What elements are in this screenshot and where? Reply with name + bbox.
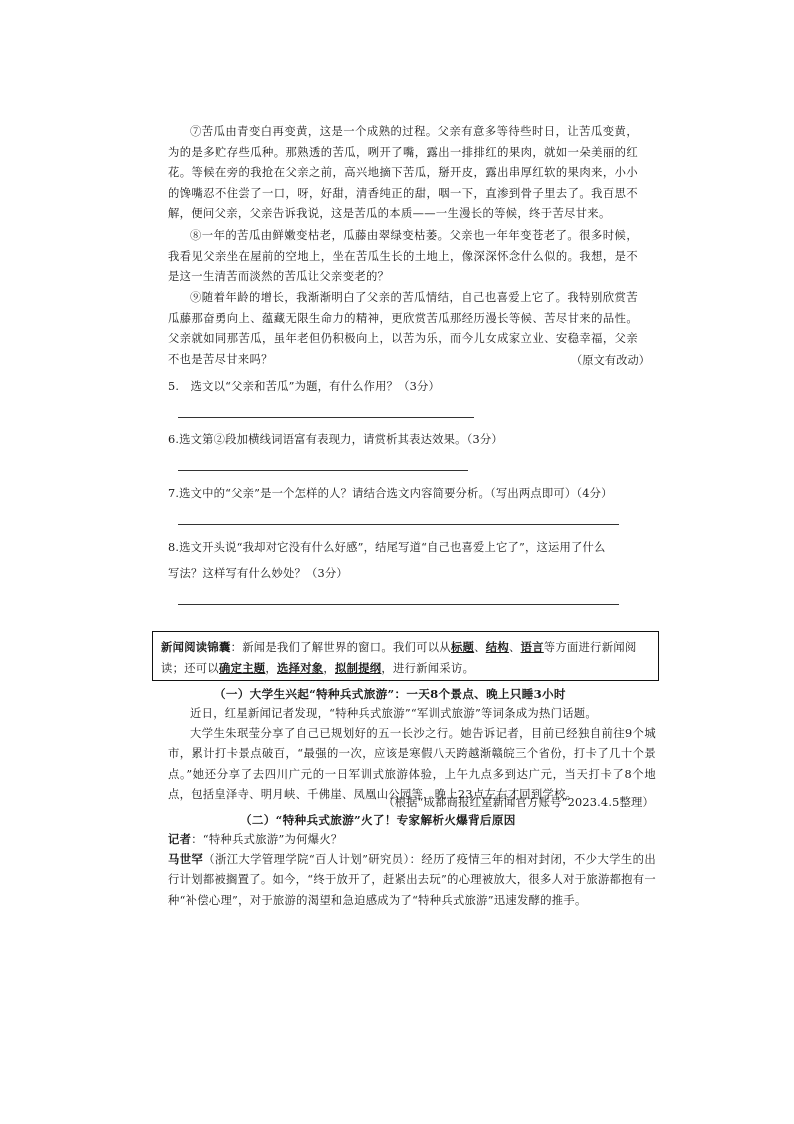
tip-keyword-title: 标题: [450, 640, 475, 654]
story-paragraph-7: ⑦苦瓜由青变白再变黄，这是一个成熟的过程。父亲有意多等待些时日，让苦瓜变黄，为的是多贮存些瓜种。那熟透的苦瓜，咧开了嘴，露出一排排红的果肉，就如一朵美丽的红花。等候在旁的我抢在父亲之前，高兴地摘下苦瓜，掰开皮，露出串厚红软的果肉来，小小的馋嘴忍不住尝了一口，呀，好甜，清香纯正的甜，咽一下，直渗到骨子里去了。我百思不解，便问父亲，父亲告诉我说，这是苦瓜的本质——一生漫长的等候，终于苦尽甘来。: [168, 125, 638, 221]
tip-separator: 、: [474, 641, 486, 654]
news-reading-tip-box: [152, 631, 659, 681]
story-paragraph-8: ⑧一年的苦瓜由鲜嫩变枯老，瓜藤由翠绿变枯萎。父亲也一年年变苍老了。很多时候，我看见父亲坐在屋前的空地上，坐在苦瓜生长的土地上，像深深怀念什么似的。我想，是不是这一生清苦而淡然的苦瓜让父亲变老的？: [168, 229, 638, 284]
tip-separator: ，: [265, 662, 277, 675]
answer-line-6[interactable]: [178, 470, 468, 471]
question-text-line-2: 写法？这样写有什么妙处？（3分）: [168, 567, 348, 580]
news-2-reporter-question: [168, 829, 656, 850]
reporter-question-text: ：“特种兵式旅游”为何爆火？: [191, 833, 343, 846]
answer-line-8[interactable]: [178, 604, 619, 605]
question-6: [168, 428, 658, 451]
news-1-title: （一）大学生兴起“特种兵式旅游”：一天8个景点、晚上只睡3小时: [214, 687, 566, 701]
tip-keyword-structure: 结构: [485, 640, 509, 654]
question-text-line-1: 8.选文开头说“我却对它没有什么好感”，结尾写道“自己也喜爱上它了”，这运用了什么: [168, 541, 606, 554]
tip-keyword-outline: 拟制提纲: [335, 661, 382, 675]
expert-name: 马世罕: [168, 852, 204, 866]
answer-line-7[interactable]: [178, 524, 619, 525]
tip-separator: 、: [508, 641, 521, 654]
tip-text: ，进行新闻采访。: [381, 662, 475, 675]
reporter-label: 记者: [168, 832, 192, 846]
story-paragraph-9: ⑨随着年龄的增长，我渐渐明白了父亲的苦瓜情结，自己也喜爱上它了。我特别欣赏苦瓜藤那奋勇向上、蕴藏无限生命力的精神，更欣赏苦瓜那经历漫长等候、苦尽甘来的品性。父亲就如同那苦瓜，虽年老但仍积极向上，以苦为乐，而今儿女成家立业、安稳幸福，父亲不也是苦尽甘来吗？: [168, 291, 638, 366]
question-text: 7.选文中的“父亲”是一个怎样的人？请结合选文内容简要分析。（写出两点即可）（4分）: [168, 487, 613, 500]
question-5: [168, 375, 658, 398]
question-7: [168, 482, 658, 505]
news-1-paragraph-1: 近日，红星新闻记者发现，“特种兵式旅游”“军训式旅游”等词条成为热门话题。: [190, 707, 598, 720]
question-text: 6.选文第②段加横线词语富有表现力，请赏析其表达效果。（3分）: [168, 433, 503, 446]
question-8: [168, 536, 658, 585]
news-1-source: （根据“成都商报红星新闻官方账号”2023.4.5整理）: [383, 796, 654, 809]
expert-answer-text: （浙江大学管理学院“百人计划”研究员）：经历了疫情三年的相对封闭，不少大学生的出行计划都被搁置了。如今，“终于放开了，赶紧出去玩”的心理被放大，很多人对于旅游都抱有一种“补偿心理”，对于旅游的渴望和急迫感成为了“特种兵式旅游”迅速发酵的推手。: [168, 853, 657, 907]
tip-keyword-theme: 确定主题: [219, 661, 266, 675]
question-text: 5. 选文以“父亲和苦瓜”为题，有什么作用？（3分）: [168, 380, 440, 393]
news-1-paragraph-2: 大学生朱珉莹分享了自己已规划好的五一长沙之行。她告诉记者，目前已经独自前往9个城市，累计打卡景点破百，“最强的一次，应该是寒假八天跨越渐赣皖三个省份，打卡了几十个景点。”她还分享了去四川广元的一日军训式旅游体验，上午九点多到达广元，当天打卡了8个地点，包括皇泽寺、明月峡、千佛崖、凤凰山公园等，晚上23点左右才回到学校。: [168, 727, 656, 802]
revision-note: （原文有改动）: [570, 354, 650, 367]
answer-line-5[interactable]: [178, 417, 474, 418]
tip-keyword-language: 语言: [520, 640, 544, 654]
news-2-expert-answer: [168, 849, 656, 911]
tip-separator: ，: [323, 662, 335, 675]
tip-text: 等方面进行新闻阅读；还可以: [161, 641, 637, 675]
news-2-title: （二）“特种兵式旅游”火了！专家解析火爆背后原因: [240, 813, 516, 827]
tip-text: ：新闻是我们了解世界的窗口。我们可以从: [230, 641, 451, 654]
tip-keyword-subject: 选择对象: [277, 661, 324, 675]
tip-label: 新闻阅读锦囊: [161, 640, 231, 654]
